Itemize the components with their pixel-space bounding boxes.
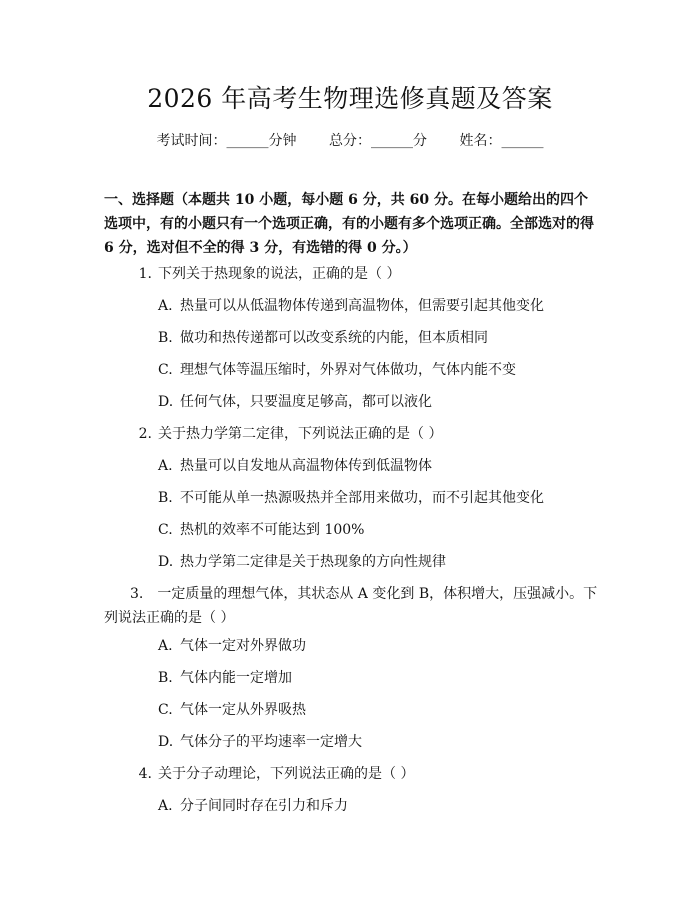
question-3-option-d bbox=[158, 730, 598, 754]
question-1-option-d bbox=[158, 390, 598, 414]
question-3 bbox=[104, 582, 600, 630]
question-text: 下列关于热现象的说法，正确的是（ ） bbox=[158, 266, 401, 282]
exam-time-field: 考试时间：______分钟 bbox=[156, 133, 297, 149]
exam-meta bbox=[0, 130, 700, 152]
option-text: 气体一定从外界吸热 bbox=[180, 702, 306, 718]
option-text: 分子间同时存在引力和斥力 bbox=[180, 798, 348, 814]
option-letter: C. bbox=[158, 522, 173, 538]
option-letter: C. bbox=[158, 702, 173, 718]
option-text: 做功和热传递都可以改变系统的内能，但本质相同 bbox=[180, 330, 488, 346]
option-text: 气体分子的平均速率一定增大 bbox=[180, 734, 362, 750]
option-letter: B. bbox=[158, 490, 173, 506]
question-2-option-d bbox=[158, 550, 598, 574]
section-heading: 一、选择题（本题共 10 小题，每小题 6 分，共 60 分。在每小题给出的四个选项中，有的小题只有一个选项正确，有的小题有多个选项正确。全部选对的得 6 分，选对但不全的得 3 分，有选错的得 0 分。） bbox=[104, 192, 594, 256]
option-letter: A. bbox=[158, 798, 173, 814]
question-number: 1. bbox=[138, 266, 152, 282]
question-number: 3. bbox=[130, 586, 144, 602]
option-text: 热量可以从低温物体传递到高温物体，但需要引起其他变化 bbox=[180, 298, 544, 314]
option-letter: A. bbox=[158, 638, 173, 654]
question-number: 2. bbox=[138, 426, 152, 442]
question-2-option-c bbox=[158, 518, 598, 542]
question-4-option-a bbox=[158, 794, 598, 818]
option-letter: C. bbox=[158, 362, 173, 378]
option-letter: A. bbox=[158, 298, 173, 314]
option-letter: D. bbox=[158, 554, 174, 570]
question-text: 关于分子动理论，下列说法正确的是（ ） bbox=[158, 766, 415, 782]
option-text: 气体一定对外界做功 bbox=[180, 638, 306, 654]
question-1 bbox=[104, 262, 600, 286]
option-text: 气体内能一定增加 bbox=[180, 670, 292, 686]
question-3-option-c bbox=[158, 698, 598, 722]
question-1-option-a bbox=[158, 294, 598, 318]
option-text: 热量可以自发地从高温物体传到低温物体 bbox=[180, 458, 432, 474]
question-3-option-a bbox=[158, 634, 598, 658]
option-letter: A. bbox=[158, 458, 173, 474]
option-text: 热机的效率不可能达到 100% bbox=[180, 522, 365, 538]
question-number: 4. bbox=[138, 766, 152, 782]
question-2-option-a bbox=[158, 454, 598, 478]
question-text: 一定质量的理想气体，其状态从 A 变化到 B，体积增大，压强减小。下列说法正确的是（ ） bbox=[104, 586, 598, 626]
option-letter: D. bbox=[158, 394, 174, 410]
option-letter: B. bbox=[158, 330, 173, 346]
option-text: 理想气体等温压缩时，外界对气体做功，气体内能不变 bbox=[180, 362, 516, 378]
total-score-field: 总分：______分 bbox=[329, 133, 427, 149]
question-1-option-b bbox=[158, 326, 598, 350]
student-name-field: 姓名：______ bbox=[459, 133, 544, 149]
question-3-option-b bbox=[158, 666, 598, 690]
option-text: 热力学第二定律是关于热现象的方向性规律 bbox=[180, 554, 446, 570]
question-1-option-c bbox=[158, 358, 598, 382]
question-2 bbox=[104, 422, 600, 446]
option-text: 任何气体，只要温度足够高，都可以液化 bbox=[180, 394, 432, 410]
option-letter: B. bbox=[158, 670, 173, 686]
question-text: 关于热力学第二定律，下列说法正确的是（ ） bbox=[158, 426, 443, 442]
option-letter: D. bbox=[158, 734, 174, 750]
page-title: 2026 年高考生物理选修真题及答案 bbox=[147, 84, 553, 113]
question-4 bbox=[104, 762, 600, 786]
option-text: 不可能从单一热源吸热并全部用来做功，而不引起其他变化 bbox=[180, 490, 544, 506]
question-2-option-b bbox=[158, 486, 598, 510]
